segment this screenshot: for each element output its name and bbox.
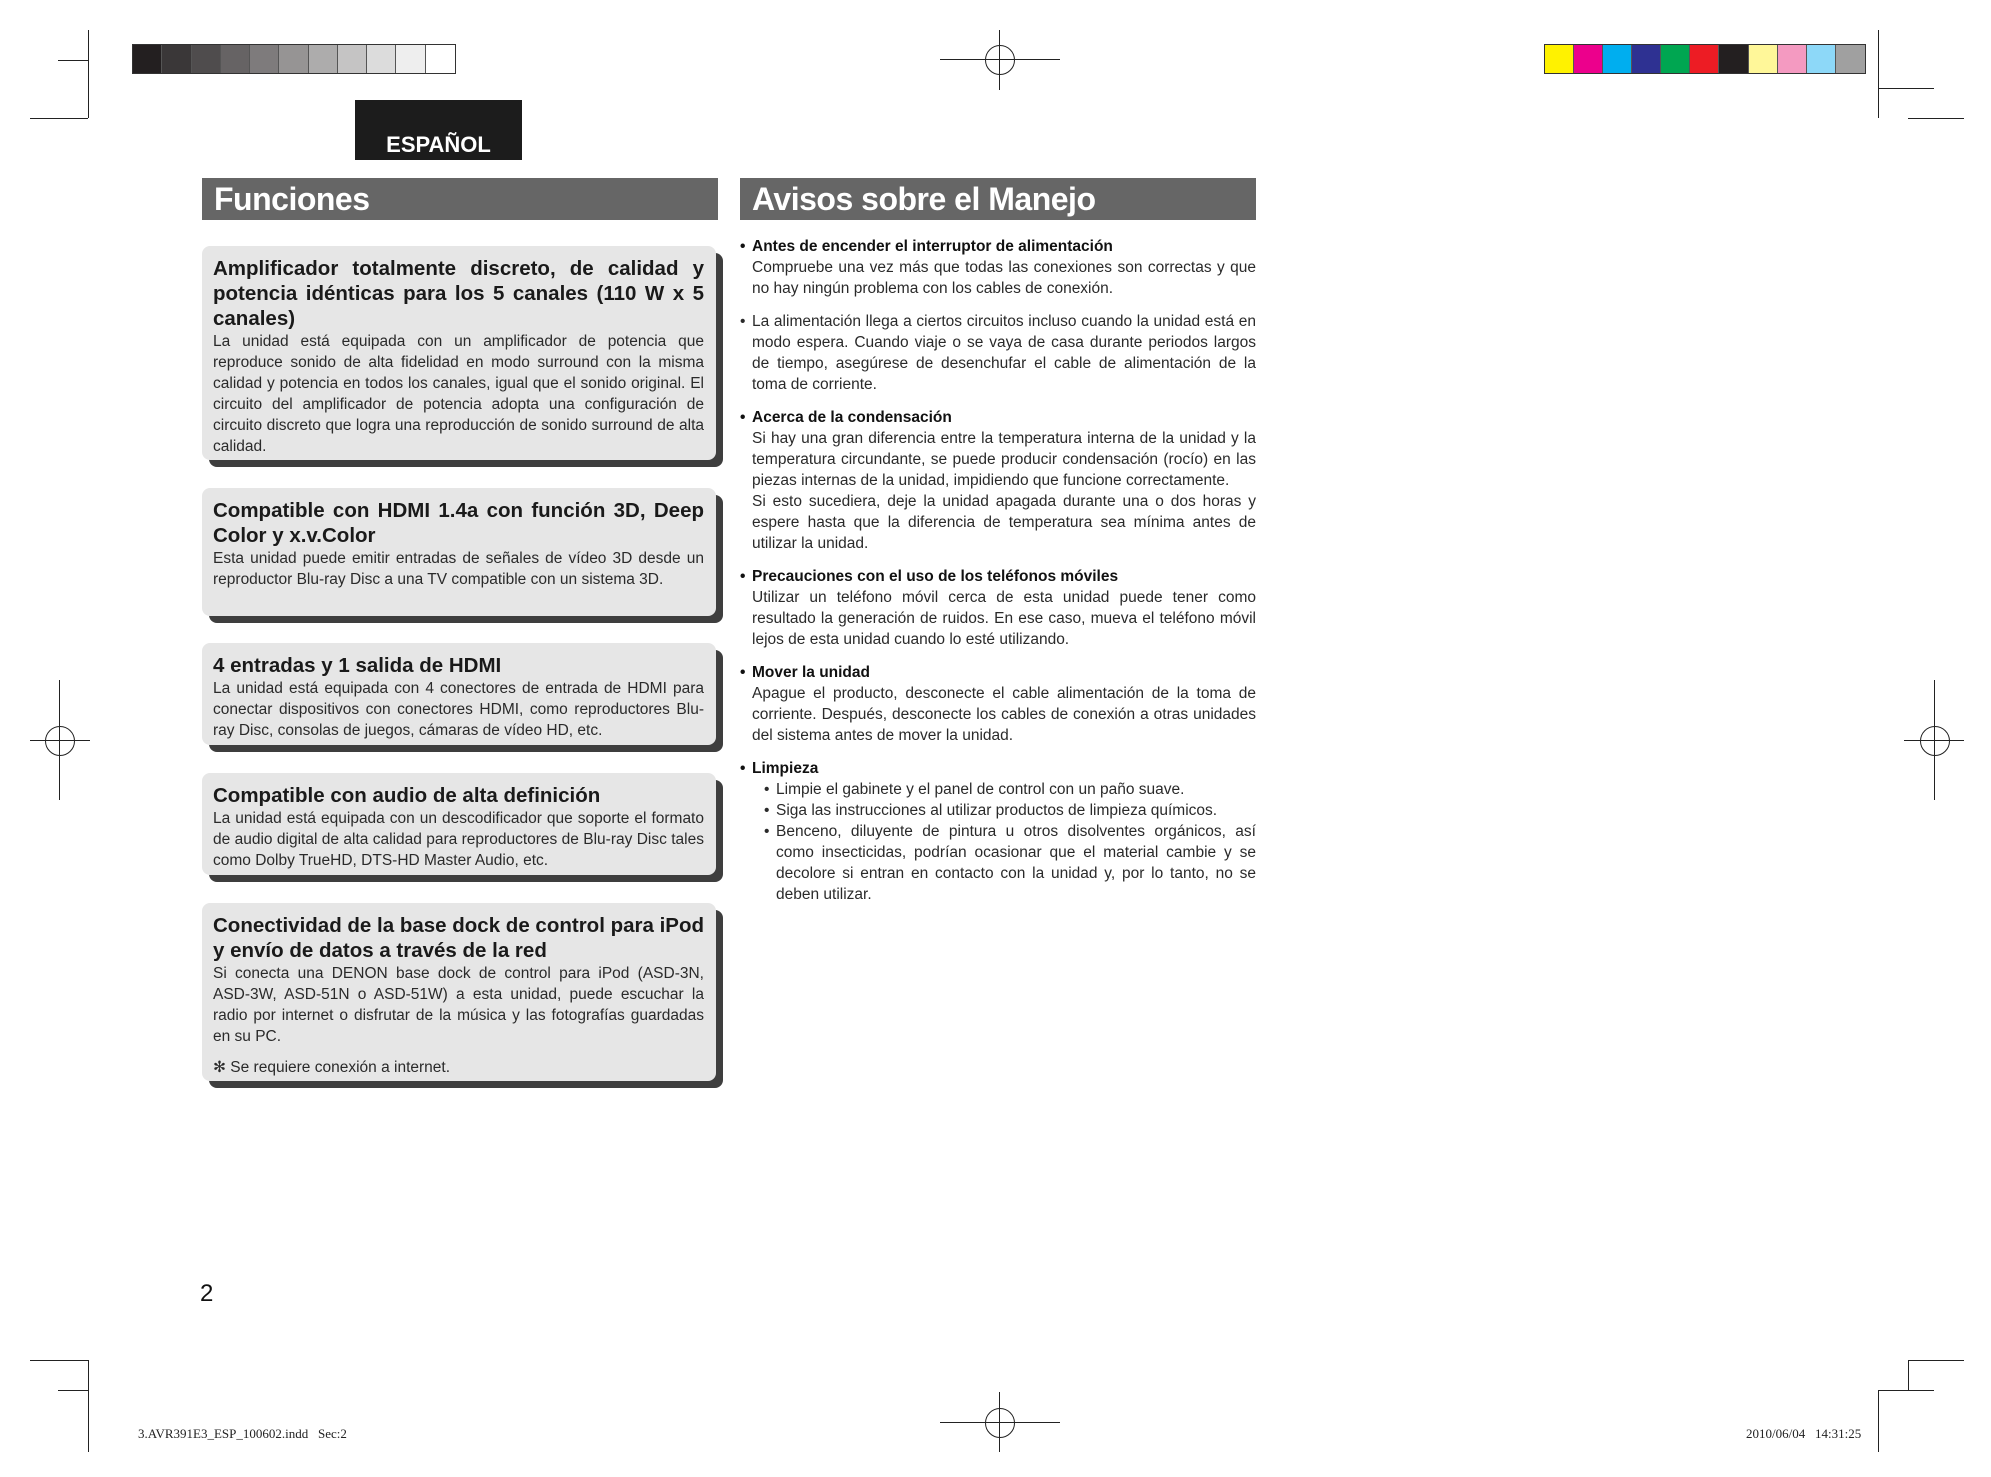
language-tab: ESPAÑOL [355, 100, 522, 160]
gray-swatch [250, 45, 279, 73]
note-standby-power [740, 311, 1256, 395]
color-bar-strip [1544, 44, 1866, 74]
feature-box-hdmi-ports [202, 643, 716, 745]
feature-title: 4 entradas y 1 salida de HDMI [213, 654, 502, 677]
feature-body: La unidad está equipada con 4 conectores de entrada de HDMI para conectar dispositivos con conectores HDMI, como reproductores Blu-ray Disc, consolas de juegos, cámaras de vídeo HD, etc. [213, 680, 704, 739]
note-body: Apague el producto, desconecte el cable alimentación de la toma de corriente. Después, desconecte los cables de conexión a otras unidades del sistema antes de mover la unidad. [752, 685, 1256, 744]
note-title: • Antes de encender el interruptor de alimentación [740, 236, 1256, 257]
gray-swatch [396, 45, 425, 73]
gray-swatch [162, 45, 191, 73]
feature-box-ipod-network [202, 903, 716, 1081]
footer-timestamp: 2010/06/04 14:31:25 [1746, 1426, 1862, 1441]
note-title: • Mover la unidad [740, 662, 1256, 683]
color-swatch [1603, 45, 1632, 73]
feature-title: Compatible con HDMI 1.4a con función 3D, Deep Color y x.v.Color [213, 499, 704, 547]
gray-swatch [192, 45, 221, 73]
gray-swatch [221, 45, 250, 73]
feature-footnote: ✻ Se requiere conexión a internet. [213, 1059, 451, 1076]
note-title: • Precauciones con el uso de los teléfonos móviles [740, 566, 1256, 587]
note-moving-unit [740, 662, 1256, 746]
color-swatch [1778, 45, 1807, 73]
note-body: Utilizar un teléfono móvil cerca de esta unidad puede tener como resultado la generación de ruidos. En ese caso, mueva el teléfono móvil lejos de esta unidad cuando lo esté utilizando. [752, 589, 1256, 648]
gray-swatch [338, 45, 367, 73]
cleaning-item: • Siga las instrucciones al utilizar productos de limpieza químicos. [764, 800, 1256, 821]
color-swatch [1545, 45, 1574, 73]
gray-swatch [279, 45, 308, 73]
color-swatch [1836, 45, 1865, 73]
note-body: Compruebe una vez más que todas las conexiones son correctas y que no hay ningún problema con los cables de conexión. [752, 259, 1256, 297]
feature-body: La unidad está equipada con un amplificador de potencia que reproduce sonido de alta fidelidad en modo surround con la misma calidad y potencia en todos los canales, igual que el sonido original. El circuito del amplificador de potencia adopta una configuración de circuito discreto que logra una reproducción de sonido surround de alta calidad. [213, 333, 704, 455]
footer-file-slug: 3.AVR391E3_ESP_100602.indd Sec:2 [138, 1426, 347, 1441]
feature-box-hd-audio [202, 773, 716, 875]
note-cleaning [740, 758, 1256, 905]
note-power-on [740, 236, 1256, 299]
color-swatch [1574, 45, 1603, 73]
note-body: Si hay una gran diferencia entre la temperatura interna de la unidad y la temperatura circundante, se puede producir condensación (rocío) en las piezas internas de la unidad, impidiendo que funcione correctamente. [752, 430, 1256, 489]
cleaning-item: • Benceno, diluyente de pintura u otros disolventes orgánicos, así como insecticidas, podrían ocasionar que el material cambie y se decolore si entran en contacto con la unidad y, por lo tanto, no se deben utilizar. [764, 821, 1256, 905]
feature-box-amplifier [202, 246, 716, 460]
cleaning-item: • Limpie el gabinete y el panel de control con un paño suave. [764, 779, 1256, 800]
feature-title: Conectividad de la base dock de control para iPod y envío de datos a través de la red [213, 914, 704, 962]
feature-box-hdmi-3d [202, 488, 716, 616]
feature-title: Amplificador totalmente discreto, de calidad y potencia idénticas para los 5 canales (110 W x 5 canales) [213, 257, 704, 330]
color-swatch [1719, 45, 1748, 73]
note-body: • La alimentación llega a ciertos circuitos incluso cuando la unidad está en modo espera. Cuando viaje o se vaya de casa durante periodos largos de tiempo, asegúrese de desenchufar el cable de alimentación de la toma de corriente. [740, 311, 1256, 395]
page-number: 2 [200, 1280, 214, 1307]
color-swatch [1690, 45, 1719, 73]
note-mobile-phones [740, 566, 1256, 650]
color-swatch [1749, 45, 1778, 73]
color-swatch [1807, 45, 1836, 73]
note-body: Si esto sucediera, deje la unidad apagada durante una o dos horas y espere hasta que la diferencia de temperatura sea mínima antes de utilizar la unidad. [752, 493, 1256, 552]
feature-title: Compatible con audio de alta definición [213, 784, 601, 807]
grayscale-strip [132, 44, 456, 74]
functions-header: Funciones [202, 178, 718, 220]
feature-body: Esta unidad puede emitir entradas de señales de vídeo 3D desde un reproductor Blu-ray Disc a una TV compatible con un sistema 3D. [213, 550, 704, 588]
handling-notes [740, 236, 1256, 917]
note-condensation [740, 407, 1256, 554]
note-title: • Acerca de la condensación [740, 407, 1256, 428]
gray-swatch [367, 45, 396, 73]
color-swatch [1661, 45, 1690, 73]
feature-body: La unidad está equipada con un descodificador que soporte el formato de audio digital de alta calidad para reproductores de Blu-ray Disc tales como Dolby TrueHD, DTS-HD Master Audio, etc. [213, 810, 704, 869]
note-title: • Limpieza [740, 758, 1256, 779]
feature-body: Si conecta una DENON base dock de control para iPod (ASD-3N, ASD-3W, ASD-51N o ASD-51W) a esta unidad, puede escuchar la radio por internet o disfrutar de la música y las fotografías guardadas en su PC. [213, 965, 704, 1045]
handling-header: Avisos sobre el Manejo [740, 178, 1256, 220]
color-swatch [1632, 45, 1661, 73]
gray-swatch [133, 45, 162, 73]
gray-swatch [309, 45, 338, 73]
gray-swatch [426, 45, 455, 73]
